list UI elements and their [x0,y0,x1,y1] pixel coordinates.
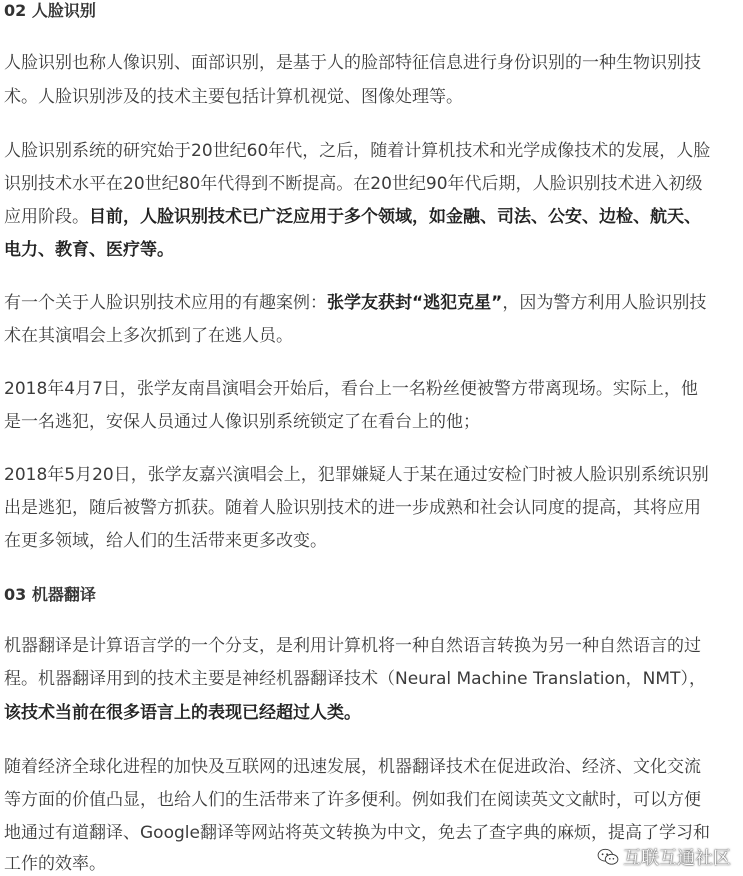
section-heading-machine-translation: 03 机器翻译 [4,585,96,604]
paragraph-line: 识别技术水平在20世纪80年代得到不断提高。在20世纪90年代后期，人脸识别技术进入初级 [4,174,703,194]
section-heading-face-recognition: 02 人脸识别 [4,1,96,20]
paragraph-line: 出是逃犯，随后被警方抓获。随着人脸识别技术的进一步成熟和社会认同度的提高，其将应用 [4,498,701,518]
paragraph-line: 术在其演唱会上多次抓到了在逃人员。 [4,326,293,346]
paragraph-line: 机器翻译是计算语言学的一个分支，是利用计算机将一种自然语言转换为另一种自然语言的过 [4,636,701,656]
paragraph-line: 人脸识别系统的研究始于20世纪60年代，之后，随着计算机技术和光学成像技术的发展，人脸 [4,141,711,161]
paragraph-line [4,206,701,228]
paragraph-line: 术。人脸识别涉及的技术主要包括计算机视觉、图像处理等。 [4,87,463,107]
paragraph-line: 随着经济全球化进程的加快及互联网的迅速发展，机器翻译技术在促进政治、经济、文化交流 [4,757,701,777]
bold-text: 电力、教育、医疗等。 [4,240,174,260]
paragraph-line: 在更多领域，给人们的生活带来更多改变。 [4,531,327,551]
plain-text: ，因为警方利用人脸识别技 [502,293,707,313]
paragraph-line: 2018年4月7日，张学友南昌演唱会开始后，看台上一名粉丝便被警方带离现场。实际上，他 [4,379,698,399]
paragraph-line: 人脸识别也称人像识别、面部识别，是基于人的脸部特征信息进行身份识别的一种生物识别技 [4,53,701,73]
bold-text: 该技术当前在很多语言上的表现已经超过人类。 [4,703,361,723]
wechat-icon [597,848,619,866]
paragraph-line: 地通过有道翻译、Google翻译等网站将英文转换为中文，免去了查字典的麻烦，提高了学习和 [4,823,710,843]
paragraph-line [4,292,706,314]
plain-text: 应用阶段。 [4,207,89,227]
paragraph-line: 2018年5月20日，张学友嘉兴演唱会上，犯罪嫌疑人于某在通过安检门时被人脸识别系统识别 [4,465,709,485]
plain-text: 有一个关于人脸识别技术应用的有趣案例： [4,293,327,313]
watermark-text: 互联互通社区 [623,848,731,869]
watermark [597,844,731,870]
paragraph-line: 程。机器翻译用到的技术主要是神经机器翻译技术（Neural Machine Translation，NMT）， [4,669,706,689]
paragraph-line: 等方面的价值凸显，也给人们的生活带来了许多便利。例如我们在阅读英文文献时，可以方便 [4,790,701,810]
bold-text: 张学友获封“逃犯克星” [327,293,503,313]
paragraph-line: 工作的效率。 [4,854,106,874]
paragraph-line: 是一名逃犯，安保人员通过人像识别系统锁定了在看台上的他； [4,412,480,432]
bold-text: 目前，人脸识别技术已广泛应用于多个领域，如金融、司法、公安、边检、航天、 [89,207,701,227]
